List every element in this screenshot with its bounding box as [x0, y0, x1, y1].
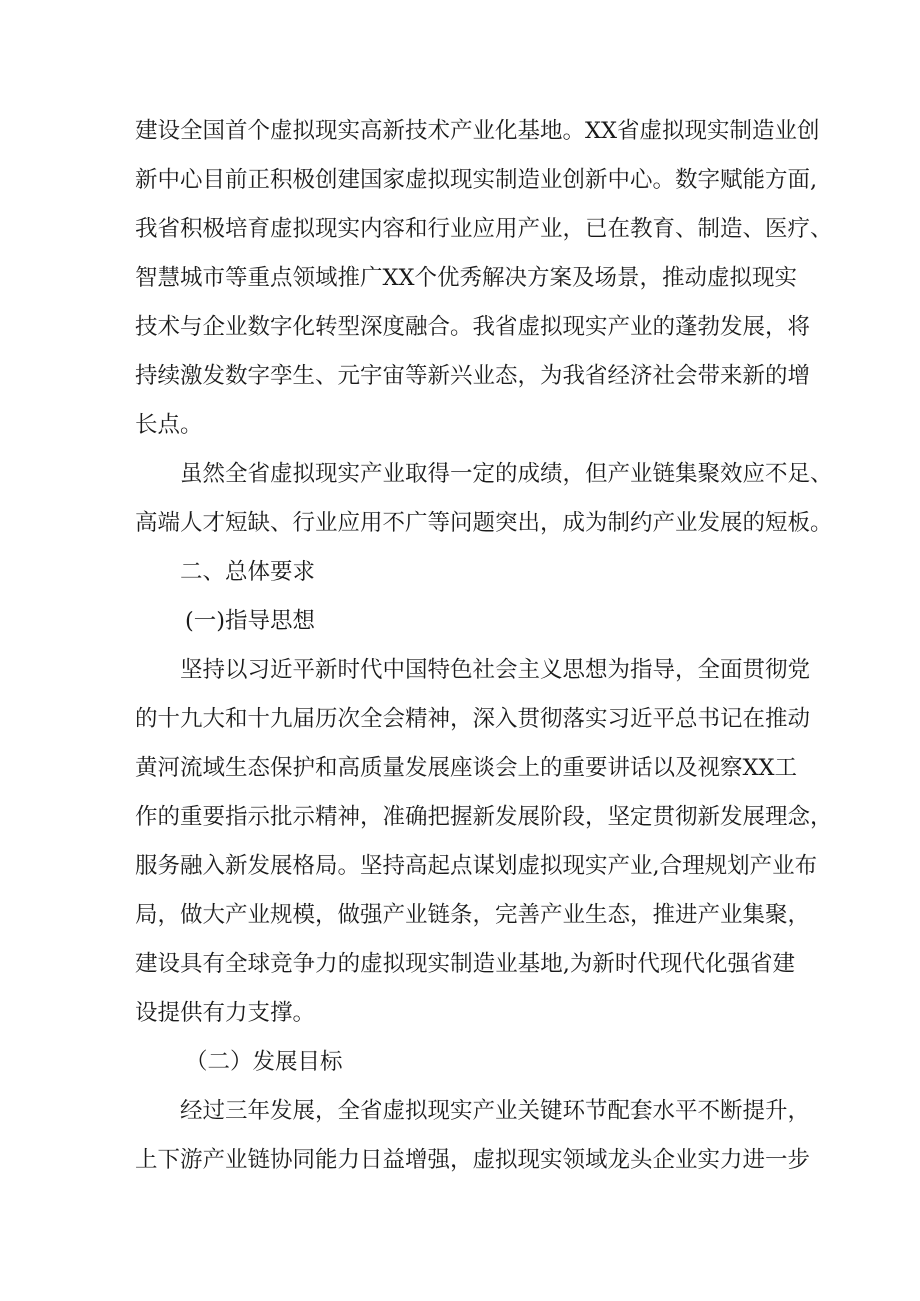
paragraph-line: 技术与企业数字化转型深度融合。我省虚拟现实产业的蓬勃发展，将 [135, 314, 811, 340]
paragraph-line: 局，做大产业规模，做强产业链条，完善产业生态，推进产业集聚， [135, 902, 811, 928]
subheading-development-goals: （二）发展目标 [185, 1049, 343, 1075]
subheading-guiding-ideology: (一)指导思想 [185, 608, 316, 634]
paragraph-line: 设提供有力支撑。 [135, 1000, 316, 1026]
paragraph-line: 我省积极培育虚拟现实内容和行业应用产业，已在教育、制造、医疗、 [135, 216, 833, 242]
paragraph-line: 智慧城市等重点领域推广XX个优秀解决方案及场景，推动虚拟现实 [135, 265, 798, 291]
paragraph-line: 建设全国首个虚拟现实高新技术产业化基地。XX省虚拟现实制造业创 [135, 118, 820, 144]
paragraph-line: 持续激发数字孪生、元宇宙等新兴业态，为我省经济社会带来新的增 [135, 363, 811, 389]
paragraph-line: 黄河流域生态保护和高质量发展座谈会上的重要讲话以及视察XX工 [135, 755, 798, 781]
paragraph-line: 服务融入新发展格局。坚持高起点谋划虚拟现实产业,合理规划产业布 [135, 853, 818, 879]
paragraph-line: 长点。 [135, 412, 203, 438]
paragraph-line: 上下游产业链协同能力日益增强，虚拟现实领域龙头企业实力进一步 [135, 1147, 811, 1173]
paragraph-line: 虽然全省虚拟现实产业取得一定的成绩，但产业链集聚效应不足、 [180, 461, 833, 487]
paragraph-line: 经过三年发展，全省虚拟现实产业关键环节配套水平不断提升， [180, 1098, 811, 1124]
paragraph-line: 建设具有全球竞争力的虚拟现实制造业基地,为新时代现代化强省建 [135, 951, 795, 977]
paragraph-line: 的十九大和十九届历次全会精神，深入贯彻落实习近平总书记在推动 [135, 706, 811, 732]
paragraph-line: 高端人才短缺、行业应用不广等问题突出，成为制约产业发展的短板。 [135, 510, 833, 536]
paragraph-line: 坚持以习近平新时代中国特色社会主义思想为指导，全面贯彻党 [180, 657, 811, 683]
paragraph-line: 新中心目前正积极创建国家虚拟现实制造业创新中心。数字赋能方面, [135, 167, 818, 193]
section-heading: 二、总体要求 [180, 559, 316, 585]
paragraph-line: 作的重要指示批示精神，准确把握新发展阶段，坚定贯彻新发展理念， [135, 804, 833, 830]
